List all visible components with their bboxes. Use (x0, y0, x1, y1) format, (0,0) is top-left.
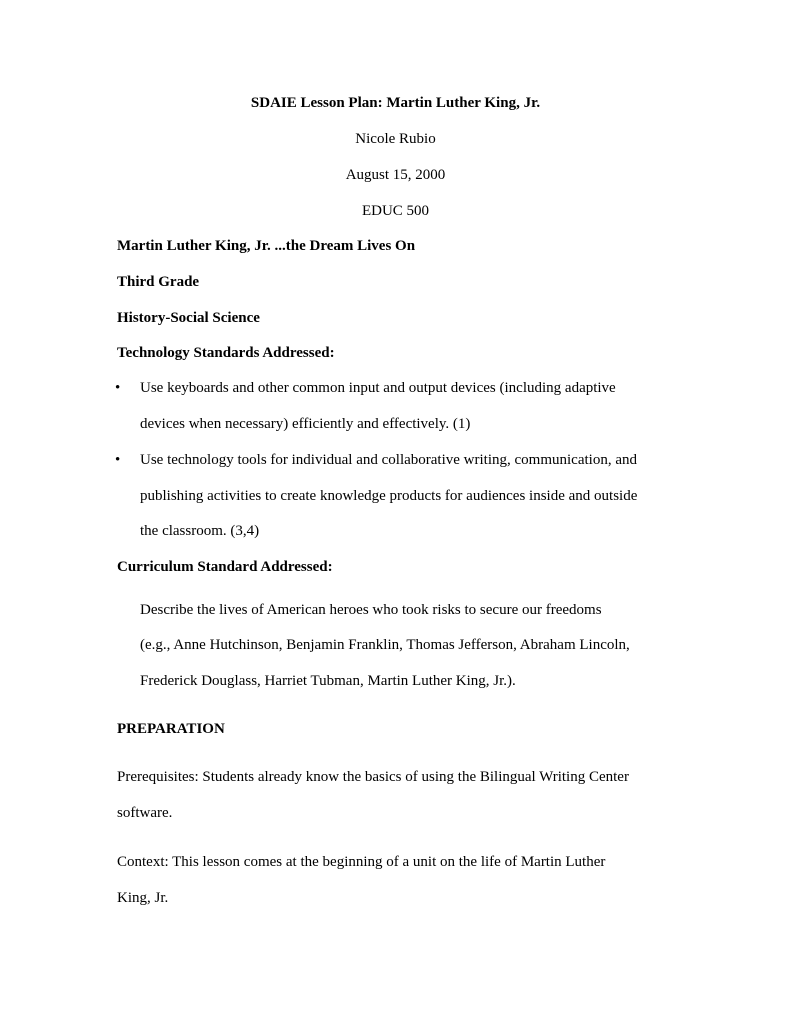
curriculum-heading: Curriculum Standard Addressed: (117, 559, 333, 575)
tech-standard-2-line-2: publishing activities to create knowledge products for audiences inside and outside (140, 488, 638, 504)
document-title: SDAIE Lesson Plan: Martin Luther King, Jr. (250, 95, 541, 111)
curriculum-line-2: (e.g., Anne Hutchinson, Benjamin Franklin, Thomas Jefferson, Abraham Lincoln, (140, 637, 630, 653)
curriculum-line-1: Describe the lives of American heroes who took risks to secure our freedoms (140, 602, 602, 618)
document-date: August 15, 2000 (345, 167, 446, 183)
course-code: EDUC 500 (361, 203, 430, 219)
bullet-marker: • (115, 380, 121, 396)
tech-standards-heading: Technology Standards Addressed: (117, 345, 335, 361)
preparation-heading: PREPARATION (117, 721, 225, 737)
subject-area: History-Social Science (117, 310, 260, 326)
context-line-1: Context: This lesson comes at the beginning of a unit on the life of Martin Luther (117, 854, 606, 870)
tech-standard-2-line-1: Use technology tools for individual and collaborative writing, communication, and (140, 452, 637, 468)
curriculum-line-3: Frederick Douglass, Harriet Tubman, Martin Luther King, Jr.). (140, 673, 516, 689)
context-line-2: King, Jr. (117, 890, 169, 906)
prerequisites-line-2: software. (117, 805, 173, 821)
tech-standard-1-line-1: Use keyboards and other common input and output devices (including adaptive (140, 380, 616, 396)
tech-standard-2-line-3: the classroom. (3,4) (140, 523, 260, 539)
author-name: Nicole Rubio (355, 131, 436, 147)
bullet-marker: • (115, 452, 121, 468)
lesson-name: Martin Luther King, Jr. ...the Dream Lives On (117, 238, 416, 254)
grade-level: Third Grade (117, 274, 200, 290)
tech-standard-1-line-2: devices when necessary) efficiently and effectively. (1) (140, 416, 471, 432)
prerequisites-line-1: Prerequisites: Students already know the basics of using the Bilingual Writing Center (117, 769, 629, 785)
